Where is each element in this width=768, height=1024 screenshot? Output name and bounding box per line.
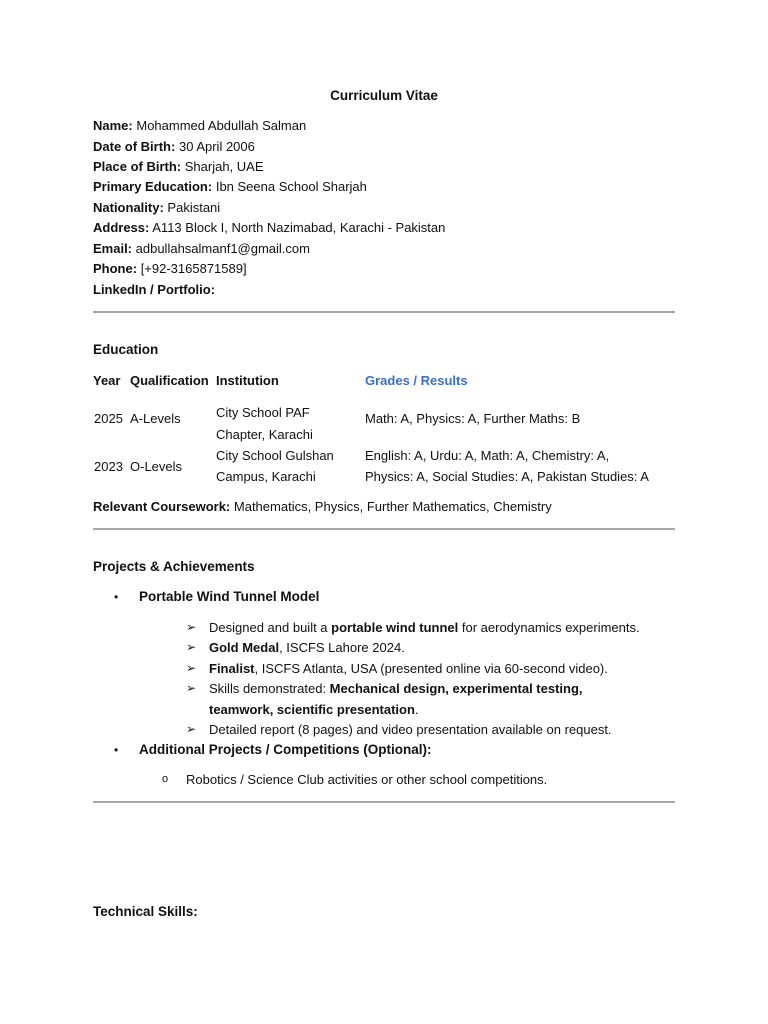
- info-address: [93, 220, 445, 235]
- info-label: Name:: [93, 118, 133, 133]
- edu-institution-line2: Campus, Karachi: [216, 469, 316, 484]
- project-title: Additional Projects / Competitions (Optional):: [139, 742, 432, 757]
- info-phone: [93, 261, 247, 276]
- info-value: Pakistani: [167, 200, 221, 215]
- circle-bullet-icon: o: [162, 773, 169, 785]
- info-label: Place of Birth:: [93, 159, 182, 174]
- arrow-bullet-icon: ➢: [186, 661, 197, 675]
- technical-skills-heading: Technical Skills:: [93, 904, 198, 919]
- edu-grades-line1: Math: A, Physics: A, Further Maths: B: [365, 411, 581, 426]
- arrow-bullet-icon: ➢: [186, 722, 197, 736]
- project-title: Portable Wind Tunnel Model: [139, 589, 320, 604]
- detail-bold: Finalist: [209, 661, 255, 676]
- section-divider: [93, 801, 675, 803]
- info-value: Mohammed Abdullah Salman: [136, 118, 307, 133]
- project-detail: [209, 618, 640, 638]
- info-value: Ibn Seena School Sharjah: [215, 179, 367, 194]
- section-divider: [93, 528, 675, 530]
- info-name: [93, 118, 306, 133]
- edu-institution-line2: Chapter, Karachi: [216, 427, 313, 442]
- edu-qualification: O-Levels: [130, 459, 183, 474]
- arrow-bullet-icon: ➢: [186, 681, 197, 695]
- project-detail: [209, 659, 608, 679]
- coursework-label: Relevant Coursework:: [93, 499, 231, 514]
- info-label: LinkedIn / Portfolio:: [93, 282, 216, 297]
- info-label: Date of Birth:: [93, 139, 176, 154]
- edu-institution-line1: City School Gulshan: [216, 448, 334, 463]
- edu-year: 2023: [94, 459, 123, 474]
- page-title: Curriculum Vitae: [330, 88, 438, 103]
- education-heading: Education: [93, 342, 159, 357]
- th-grades: Grades / Results: [365, 373, 468, 388]
- info-value: [+92-3165871589]: [140, 261, 247, 276]
- bullet-dot-icon: •: [114, 590, 119, 604]
- project-detail: Robotics / Science Club activities or other school competitions.: [186, 772, 548, 787]
- project-detail-continued: [209, 700, 419, 720]
- project-detail: [209, 638, 405, 658]
- info-email: [93, 241, 310, 256]
- edu-qualification: A-Levels: [130, 411, 181, 426]
- info-label: Nationality:: [93, 200, 164, 215]
- detail-bold: Gold Medal: [209, 640, 280, 655]
- project-detail: Detailed report (8 pages) and video presentation available on request.: [209, 722, 612, 737]
- detail-text: Skills demonstrated:: [209, 681, 330, 696]
- edu-grades-line2: Physics: A, Social Studies: A, Pakistan Studies: A: [365, 469, 649, 484]
- info-nationality: [93, 200, 220, 215]
- detail-bold: teamwork, scientific presentation: [209, 702, 415, 717]
- section-divider: [93, 311, 675, 313]
- info-value: adbullahsalmanf1@gmail.com: [135, 241, 310, 256]
- coursework-value: Mathematics, Physics, Further Mathematics, Chemistry: [233, 499, 552, 514]
- bullet-dot-icon: •: [114, 743, 119, 757]
- info-label: Address:: [93, 220, 150, 235]
- detail-text: , ISCFS Atlanta, USA (presented online via 60-second video).: [254, 661, 608, 676]
- info-linkedin: [93, 282, 215, 297]
- detail-bold: Mechanical design, experimental testing,: [329, 681, 583, 696]
- arrow-bullet-icon: ➢: [186, 640, 197, 654]
- info-label: Phone:: [93, 261, 138, 276]
- th-year: Year: [93, 373, 121, 388]
- detail-text: Designed and built a: [209, 620, 332, 635]
- info-dob: [93, 139, 255, 154]
- project-detail: [209, 679, 583, 699]
- projects-heading: Projects & Achievements: [93, 559, 255, 574]
- detail-text: , ISCFS Lahore 2024.: [279, 640, 405, 655]
- info-value: A113 Block I, North Nazimabad, Karachi - Pakistan: [152, 220, 446, 235]
- info-label: Primary Education:: [93, 179, 213, 194]
- edu-year: 2025: [94, 411, 123, 426]
- th-institution: Institution: [216, 373, 279, 388]
- info-label: Email:: [93, 241, 133, 256]
- detail-text: .: [414, 702, 419, 717]
- edu-institution-line1: City School PAF: [216, 405, 310, 420]
- info-pob: [93, 159, 264, 174]
- edu-grades-line1: English: A, Urdu: A, Math: A, Chemistry: A,: [365, 448, 610, 463]
- info-primary-education: [93, 179, 367, 194]
- detail-bold: portable wind tunnel: [331, 620, 459, 635]
- info-value: Sharjah, UAE: [184, 159, 264, 174]
- info-value: 30 April 2006: [178, 139, 255, 154]
- th-qualification: Qualification: [130, 373, 209, 388]
- detail-text: for aerodynamics experiments.: [458, 620, 640, 635]
- relevant-coursework: [93, 499, 552, 514]
- arrow-bullet-icon: ➢: [186, 620, 197, 634]
